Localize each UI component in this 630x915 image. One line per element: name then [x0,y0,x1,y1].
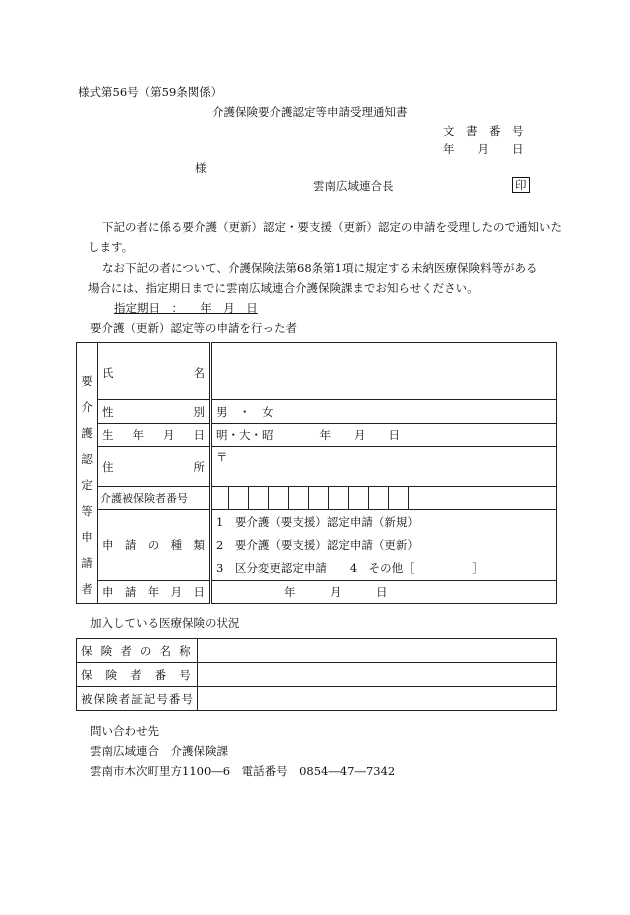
birth-field[interactable]: 明・大・昭 年 月 日 [211,424,557,447]
applicant-heading: 要介護（更新）認定等の申請を行った者 [90,321,297,335]
address-field[interactable]: 〒 [211,447,557,487]
name-field[interactable] [211,343,557,400]
issuer-name: 雲南広域連合長 [313,179,394,193]
insured-card-number-label: 被保険者証記号番号 [77,687,198,711]
recipient-suffix: 様 [195,161,207,175]
address-label: 住 所 [98,447,211,487]
form-number: 様式第56号（第59条関係） [78,85,223,99]
body-para2-line2: 場合には、指定期日までに雲南広域連合介護保険課までお知らせください。 [88,281,479,295]
application-type-label: 申 請 の 種 類 [98,510,211,581]
applicant-vertical-label: 要 介 護 認 定 等 申 請 者 [77,343,98,604]
type-option-change-other[interactable]: 3 区分変更認定申請 4 その他［ ］ [216,560,484,575]
insurer-number-label: 保険者番号 [77,663,198,687]
doc-number-label: 文 書 番 号 [443,124,524,138]
name-label: 氏 名 [98,343,211,400]
body-para1-line2: します。 [88,240,134,254]
sex-label: 性 別 [98,400,211,424]
type-option-new[interactable]: 1 要介護（要支援）認定申請（新規） [216,514,419,529]
insurance-heading: 加入している医療保険の状況 [90,616,240,630]
contact-heading: 問い合わせ先 [90,724,159,738]
contact-org: 雲南広域連合 介護保険課 [90,744,228,758]
date-label: 年 月 日 [443,142,524,156]
document-title: 介護保険要介護認定等申請受理通知書 [212,105,408,119]
seal-label: 印 [512,177,530,193]
insured-card-number-field[interactable] [198,687,557,711]
insurer-name-label: 保険者の名称 [77,639,198,663]
application-type-options [211,510,557,581]
insured-number-label: 介護被保険者番号 [98,487,211,510]
contact-address: 雲南市木次町里方1100―6 電話番号 0854―47―7342 [90,764,396,778]
insurance-table [76,638,557,711]
application-date-label: 申 請 年 月 日 [98,581,211,604]
body-para2-line1: なお下記の者について、介護保険法第68条第1項に規定する未納医療保険料等がある [102,261,538,275]
insurer-name-field[interactable] [198,639,557,663]
deadline: 指定期日 ： 年 月 日 [114,301,258,315]
insured-number-field[interactable] [211,487,557,510]
type-option-renewal[interactable]: 2 要介護（要支援）認定申請（更新） [216,537,419,552]
body-para1-line1: 下記の者に係る要介護（更新）認定・要支援（更新）認定の申請を受理したので通知いた [102,220,562,234]
birth-label: 生 年 月 日 [98,424,211,447]
seal-mark [512,177,530,193]
applicant-table [76,342,557,604]
sex-field[interactable]: 男 ・ 女 [211,400,557,424]
insurer-number-field[interactable] [198,663,557,687]
application-date-field[interactable]: 年 月 日 [211,581,557,604]
